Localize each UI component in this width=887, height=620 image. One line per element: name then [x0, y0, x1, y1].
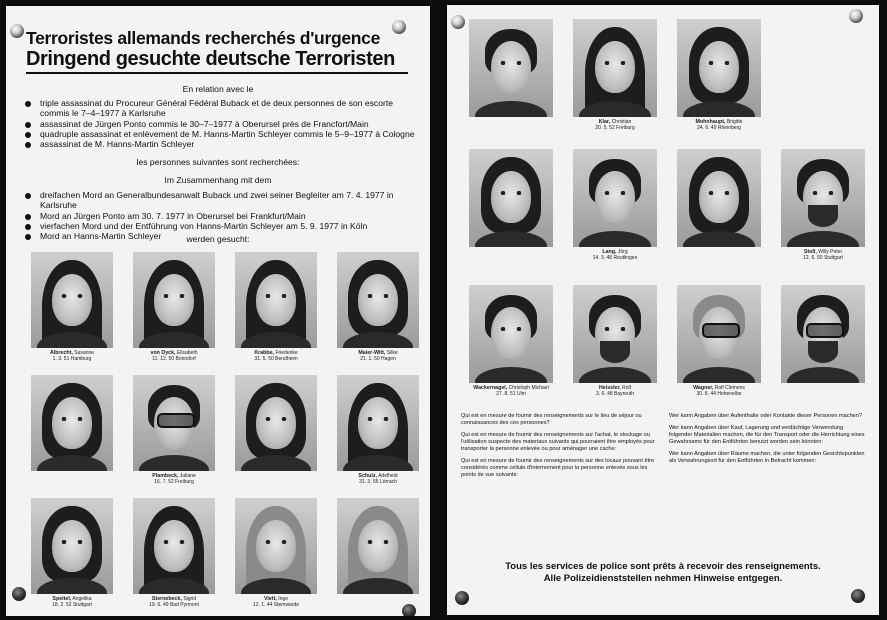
crime-item: Mord an Hanns-Martin Schleyer — [22, 231, 422, 241]
suspect-card — [330, 498, 426, 616]
suspect-card — [24, 498, 120, 616]
thumbtack-icon — [392, 20, 406, 34]
mugshot-photo — [31, 498, 113, 594]
suspect-card — [228, 252, 324, 371]
suspect-given-name: Brigitte — [726, 119, 743, 125]
mugshot-photo — [573, 19, 657, 117]
suspect-given-name: Rolf Clemens — [714, 385, 745, 391]
suspect-name: Stoll, — [803, 249, 817, 255]
questions-french — [461, 413, 657, 484]
suspect-card — [461, 149, 561, 281]
suspect-photo-grid — [461, 19, 873, 411]
suspect-card — [565, 19, 665, 145]
suspect-name: Albrecht, — [49, 350, 73, 356]
title-french: Terroristes allemands recherchés d'urgence — [26, 28, 381, 48]
suspect-card — [773, 285, 873, 411]
suspect-name: Lang, — [602, 249, 617, 255]
suspect-card — [126, 252, 222, 371]
suspect-given-name: Christian — [611, 119, 632, 125]
wanted-poster-right — [447, 5, 879, 615]
suspect-card — [773, 19, 873, 145]
crime-item: quadruple assassinat et enlèvement de M. Hanns-Martin Schleyer commis le 5–9–1977 à Cologne — [22, 129, 422, 139]
suspect-given-name: Jörg — [617, 249, 628, 255]
question-text: Qui est en mesure de fournir des renseignements sur le lieu de séjour ou connaissances des ces personnes? — [461, 413, 642, 426]
suspect-card — [24, 252, 120, 371]
mugshot-photo — [677, 285, 761, 383]
suspect-given-name: Juliane — [179, 473, 196, 479]
thumbtack-icon — [455, 591, 469, 605]
suspect-card — [669, 19, 769, 145]
mugshot-photo — [133, 375, 215, 471]
suspect-given-name: Elisabeth — [176, 350, 198, 356]
mugshot-photo — [573, 149, 657, 247]
suspect-birth: 31. 3. 55 Lörrach — [359, 479, 397, 485]
suspect-card — [126, 498, 222, 616]
suspect-birth: 11. 12. 50 Bonndorf — [152, 356, 196, 362]
suspect-name: Sternebeck, — [151, 596, 182, 602]
question-text: Wer kann Angaben über Räume machen, die unter folgenden Gesichtspunkten als Verwahrungsort für den Entführten in Betracht kommen: — [669, 451, 865, 464]
crime-item: assassinat de Jürgen Ponto commis le 30–7–1977 à Oberursel près de Francfort/Main — [22, 119, 422, 129]
suspect-name: Viett, — [264, 596, 277, 602]
mugshot-photo — [133, 252, 215, 348]
suspect-birth: 31. 5. 50 Bendheim — [254, 356, 298, 362]
suspect-name: Krabbe, — [254, 350, 275, 356]
crime-item: assassinat de M. Hanns-Martin Schleyer — [22, 139, 422, 149]
mugshot-photo — [781, 285, 865, 383]
thumbtack-icon — [851, 589, 865, 603]
wanted-poster-left — [6, 6, 430, 616]
suspect-name: Heissler, — [598, 385, 621, 391]
thumbtack-icon — [10, 24, 24, 38]
suspect-card — [24, 375, 120, 494]
suspect-birth: 21. 1. 50 Hagen — [360, 356, 396, 362]
crime-item: vierfachen Mord und der Entführung von Hanns-Martin Schleyer am 5. 9. 1977 in Köln — [22, 221, 422, 231]
question-text: Wer kann Angaben über Aufenthalte oder Kontakte dieser Personen machen? — [669, 413, 863, 419]
crime-item: Mord an Jürgen Ponto am 30. 7. 1977 in Oberursel bei Frankfurt/Main — [22, 211, 422, 221]
suspect-card — [330, 252, 426, 371]
suspect-birth: 1. 3. 51 Hamburg — [52, 356, 92, 362]
suspect-card — [461, 285, 561, 411]
suspect-birth: 27. 8. 51 Ulm — [496, 391, 526, 397]
mugshot-photo — [337, 498, 419, 594]
mugshot-photo — [31, 252, 113, 348]
suspect-card — [126, 375, 222, 494]
suspect-name: Klar, — [598, 119, 611, 125]
suspect-birth: 14. 3. 48 Reutlingen — [592, 255, 638, 261]
suspect-name: Wackernagel, — [473, 385, 508, 391]
suspect-name: von Dyck, — [150, 350, 176, 356]
outro-french: les personnes suivantes sont recherchées: — [136, 157, 300, 167]
title-german: Dringend gesuchte deutsche Terroristen — [26, 48, 395, 70]
mugshot-photo — [781, 149, 865, 247]
title-underline — [26, 72, 408, 74]
mugshot-photo — [235, 375, 317, 471]
suspect-given-name: Silke — [386, 350, 398, 356]
intro-german: Im Zusammenhang mit dem — [164, 175, 272, 185]
suspect-given-name: Inge — [278, 596, 288, 602]
questions-german — [669, 413, 865, 470]
suspect-name: Schulz, — [358, 473, 377, 479]
question-text: Qui est en mesure de fournir des renseignements sur l'achat, le stockage ou l'utilisation suspecte des materiaux suivants qui pourraient être employés pour transporter la personne enlevée ou pour aménager une cache: — [461, 432, 655, 452]
suspect-card — [565, 285, 665, 411]
mugshot-photo — [469, 285, 553, 383]
suspect-card — [773, 149, 873, 281]
question-text: Wer kann Angaben über Kauf, Lagerung und verdächtige Verwendung folgender Materialien machen, die für den Transport oder die Herrichtung eines Gewahrsams für den Entführten benutzt worden sein könnten: — [669, 425, 865, 445]
suspect-birth: 24. 6. 49 Rheinberg — [697, 125, 741, 131]
suspect-birth: 16. 7. 52 Freiburg — [154, 479, 194, 485]
suspect-given-name: Friederike — [275, 350, 298, 356]
mugshot-photo — [337, 252, 419, 348]
mugshot-photo — [573, 285, 657, 383]
suspect-name: Plambeck, — [152, 473, 179, 479]
suspect-given-name: Willy Peter — [818, 249, 843, 255]
mugshot-photo — [677, 19, 761, 117]
suspect-name: Mohnhaupt, — [695, 119, 726, 125]
suspect-birth: 3. 6. 48 Bayreuth — [595, 391, 635, 397]
mugshot-photo — [235, 252, 317, 348]
suspect-given-name: Sigrid — [183, 596, 197, 602]
suspect-birth: 12. 6. 50 Stuttgart — [803, 255, 843, 261]
mugshot-photo — [677, 149, 761, 247]
mugshot-photo — [337, 375, 419, 471]
mugshot-photo — [133, 498, 215, 594]
mugshot-photo — [469, 149, 553, 247]
suspect-name: Maier-Witt, — [358, 350, 386, 356]
mugshot-photo — [469, 19, 553, 117]
suspect-card — [330, 375, 426, 494]
crime-item: dreifachen Mord an Generalbundesanwalt Buback und zwei seiner Begleiter am 7. 4. 1977 in Karlsruhe — [22, 190, 422, 211]
mugshot-photo — [31, 375, 113, 471]
mugshot-photo — [235, 498, 317, 594]
question-text: Qui est en mesure de fournir des renseignements sur des locaux pouvant être considérés comme cellule d'internement pour la personne enlevée sous les points de vue suivants: — [461, 458, 655, 478]
suspect-card — [228, 498, 324, 616]
suspect-card — [669, 285, 769, 411]
suspect-birth: 30. 8. 44 Hohenelbe — [696, 391, 742, 397]
suspect-name: Speitel, — [52, 596, 72, 602]
suspect-birth: 20. 5. 52 Freiburg — [595, 125, 635, 131]
suspect-given-name: Angelika — [72, 596, 92, 602]
crime-item: triple assassinat du Procureur Général Fédéral Buback et de deux personnes de son escorte commis le 7–4–1977 à Karlsruhe — [22, 98, 422, 119]
suspect-name: Wagner, — [693, 385, 714, 391]
suspect-given-name: Adelheid — [378, 473, 398, 479]
suspect-given-name: Christoph Michael — [508, 385, 549, 391]
crime-list-french — [22, 98, 422, 149]
suspect-given-name: Rolf — [622, 385, 632, 391]
suspect-card — [228, 375, 324, 494]
suspect-card — [565, 149, 665, 281]
suspect-photo-grid — [24, 252, 426, 616]
suspect-card — [461, 19, 561, 145]
footer-german: Alle Polizeidienststellen nehmen Hinweise entgegen. — [543, 573, 783, 584]
suspect-birth: 12. 1. 44 Stemwarde — [252, 602, 300, 608]
suspect-given-name: Susanne — [74, 350, 95, 356]
footer-french: Tous les services de police sont prêts à recevoir des renseignements. — [505, 561, 821, 572]
outro-german: werden gesucht: — [186, 234, 250, 244]
suspect-birth: 19. 6. 49 Bad Pyrmont — [149, 602, 199, 608]
suspect-card — [669, 149, 769, 281]
intro-french: En relation avec le — [182, 84, 254, 94]
suspect-birth: 18. 2. 52 Stuttgart — [52, 602, 92, 608]
